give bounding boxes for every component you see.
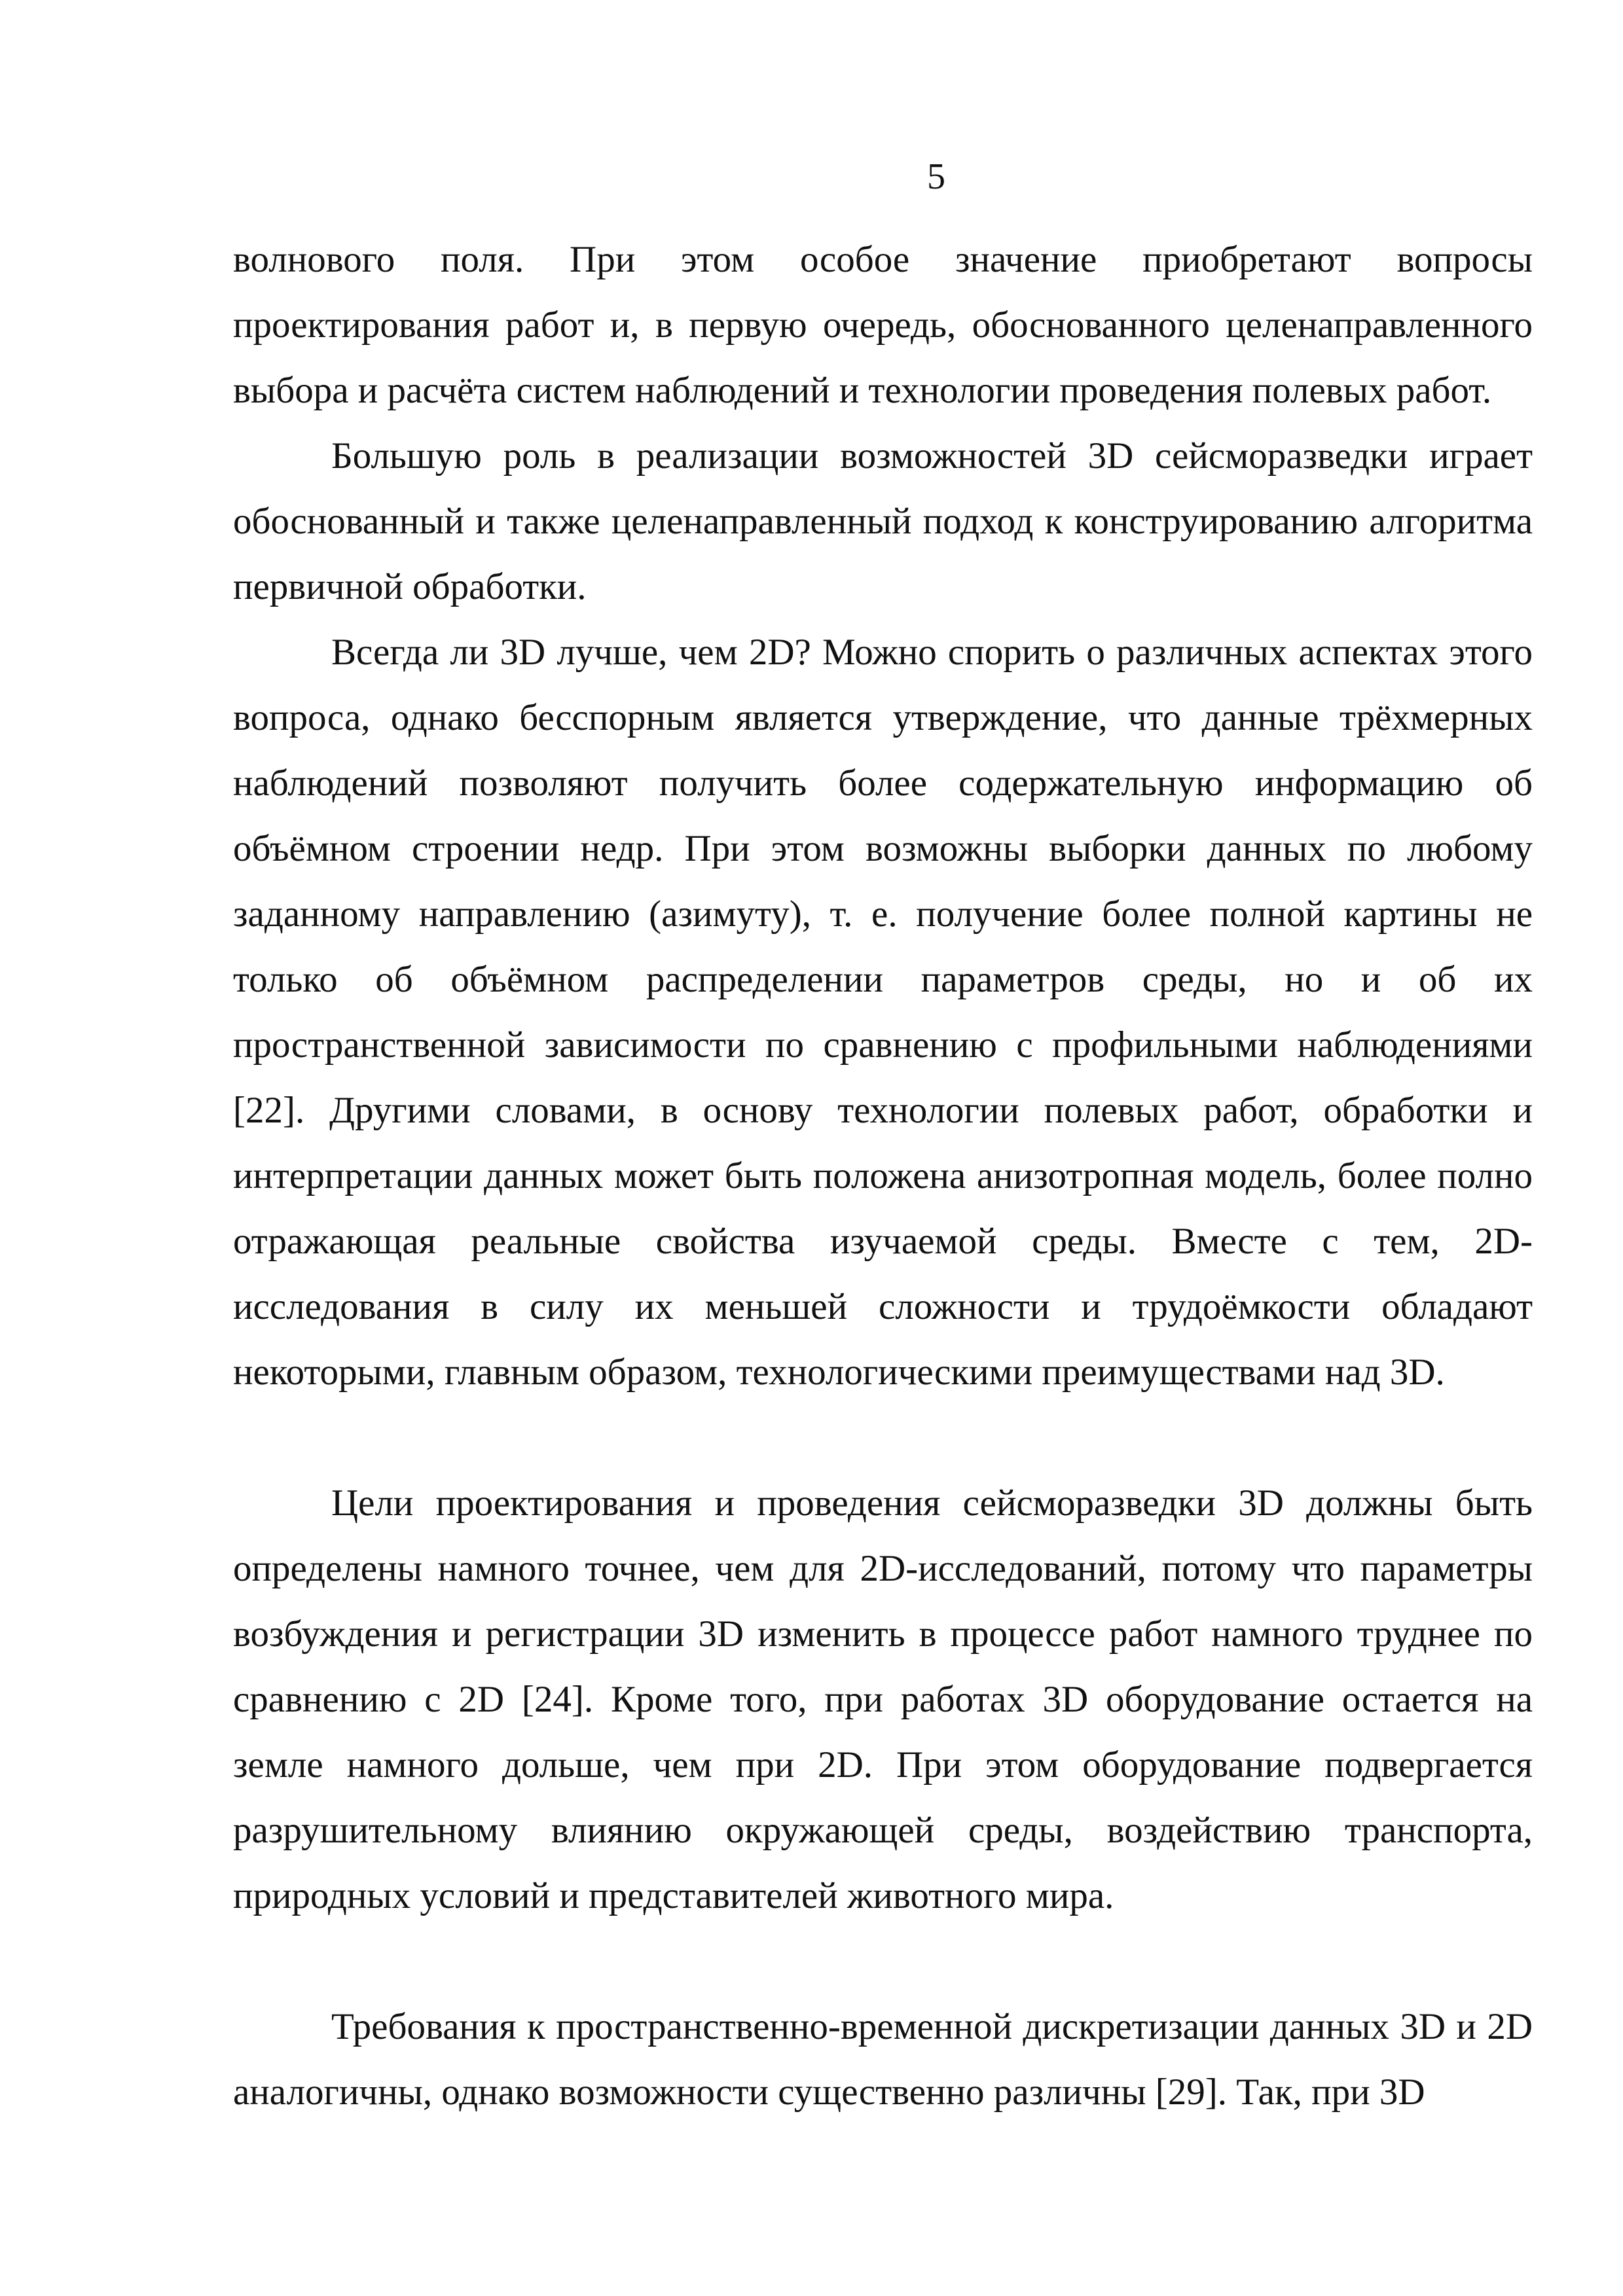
page-number: 5 [927,156,945,197]
text-body [233,227,1533,2125]
paragraph-design-goals: Цели проектирования и проведения сейсморазведки 3D должны быть определены намного точнее, чем для 2D-исследований, потому что параметры возбуждения и регистрации 3D изменить в процессе работ намного труднее по сравнению с 2D [24]. Кроме того, при работах 3D оборудование остается на земле намного дольше, чем при 2D. При этом оборудование подвергается разрушительному влиянию окружающей среды, воздействию транспорта, природных условий и представителей животного мира. [233,1482,1533,1916]
paragraph-3d-vs-2d: Всегда ли 3D лучше, чем 2D? Можно спорить о различных аспектах этого вопроса, однако бесспорным является утверждение, что данные трёхмерных наблюдений позволяют получить более содержательную информацию об объёмном строении недр. При этом возможны выборки данных по любому заданному направлению (азимуту), т. е. получение более полной картины не только об объёмном распределении параметров среды, но и об их пространственной зависимости по сравнению с профильными наблюдениями [22]. Другими словами, в основу технологии полевых работ, обработки и интерпретации данных может быть положена анизотропная модель, более полно отражающая реальные свойства изучаемой среды. Вместе с тем, 2D-исследования в силу их меньшей сложности и трудоёмкости обладают некоторыми, главным образом, технологическими преимуществами над 3D. [233,632,1533,1393]
paragraph-continuation: волнового поля. При этом особое значение приобретают вопросы проектирования работ и, в первую очередь, обоснованного целенаправленного выбора и расчёта систем наблюдений и технологии проведения полевых работ. [233,239,1533,411]
paragraph-primary-processing: Большую роль в реализации возможностей 3D сейсморазведки играет обоснованный и также целенаправленный подход к конструированию алгоритма первичной обработки. [233,435,1533,607]
paragraph-discretization: Требования к пространственно-временной дискретизации данных 3D и 2D аналогичны, однако возможности существенно различны [29]. Так, при 3D [233,2006,1533,2113]
